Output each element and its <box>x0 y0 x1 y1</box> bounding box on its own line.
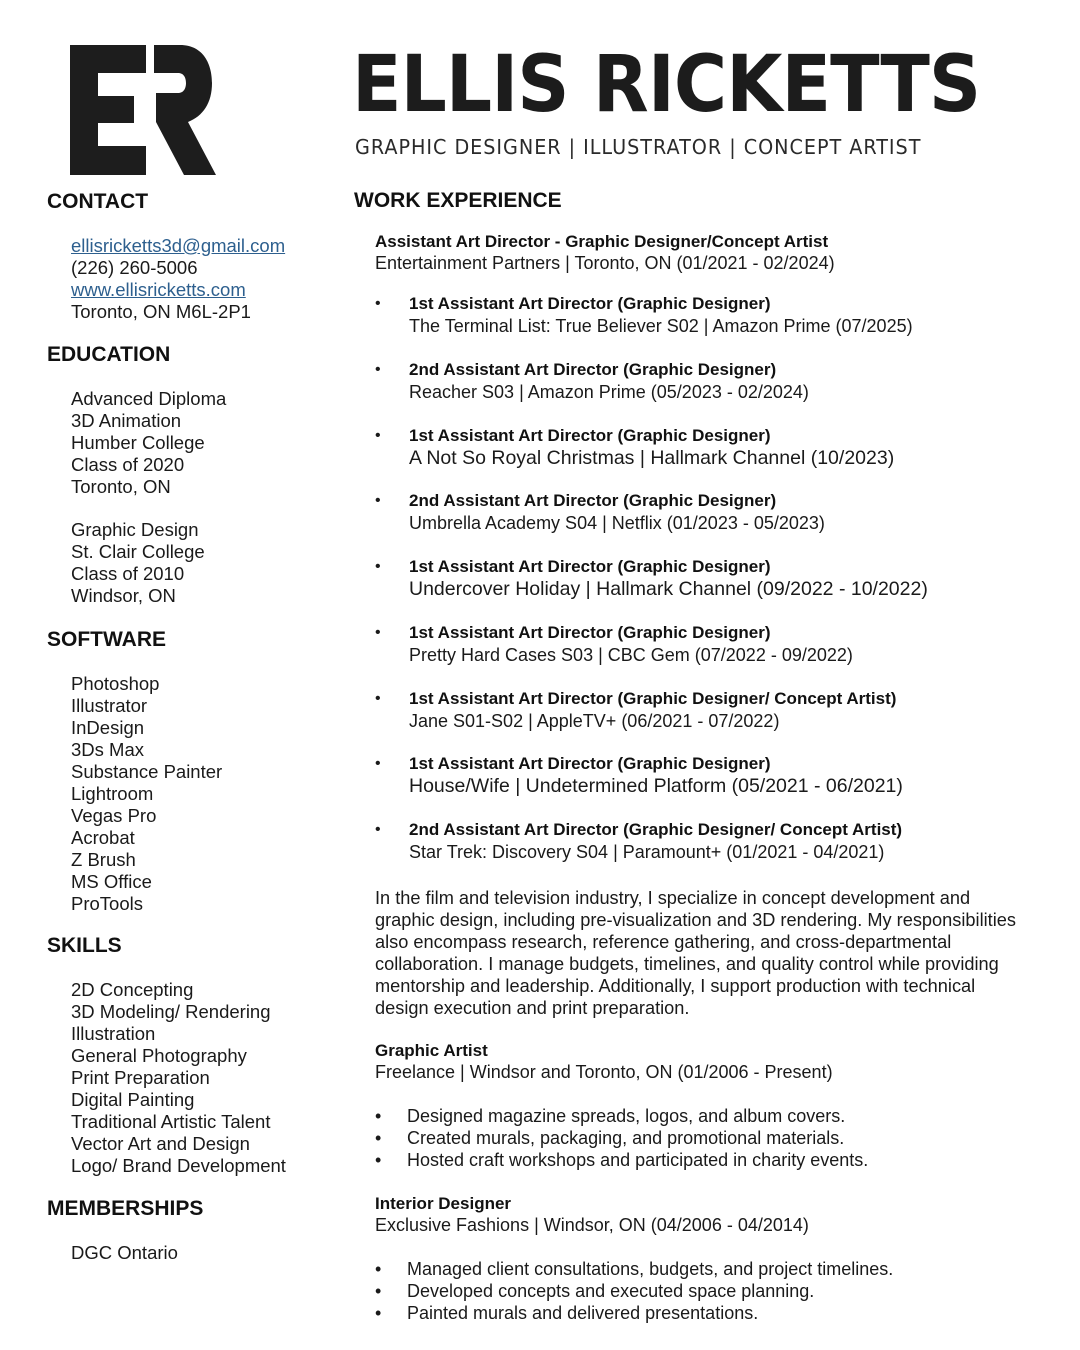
bullet-icon: • <box>375 624 381 641</box>
candidate-name: ELLIS RICKETTS <box>352 40 981 130</box>
credit-show: A Not So Royal Christmas | Hallmark Channel (10/2023) <box>409 447 895 469</box>
credit-show: Pretty Hard Cases S03 | CBC Gem (07/2022 - 09/2022) <box>409 645 853 665</box>
credit-role: 1st Assistant Art Director (Graphic Designer) <box>409 557 771 576</box>
job-meta: Freelance | Windsor and Toronto, ON (01/2006 - Present) <box>375 1062 833 1082</box>
credit-show: Undercover Holiday | Hallmark Channel (09/2022 - 10/2022) <box>409 578 928 600</box>
job-title: Assistant Art Director - Graphic Designer/Concept Artist <box>375 232 829 251</box>
bullet-icon: • <box>375 427 381 444</box>
education-line: Windsor, ON <box>71 585 176 606</box>
bullet-icon: • <box>375 755 381 772</box>
bullet-icon: • <box>375 690 381 707</box>
list-item <box>375 1127 868 1149</box>
list-item-text: Designed magazine spreads, logos, and album covers. <box>407 1106 846 1126</box>
software-item: Vegas Pro <box>71 805 157 826</box>
skill-item: Logo/ Brand Development <box>71 1155 286 1176</box>
bullet-icon: • <box>375 558 381 575</box>
list-item-text: Painted murals and delivered presentations. <box>407 1303 759 1323</box>
skill-item: Digital Painting <box>71 1089 195 1110</box>
bullet-icon: • <box>375 361 381 378</box>
education-line: Humber College <box>71 432 205 453</box>
skills-list <box>71 979 286 1177</box>
memberships-list <box>71 1242 178 1264</box>
credit-show: The Terminal List: True Believer S02 | Amazon Prime (07/2025) <box>409 316 913 336</box>
software-item: Z Brush <box>71 849 136 870</box>
bullet-icon: • <box>375 1281 382 1301</box>
credit-role: 1st Assistant Art Director (Graphic Designer) <box>409 294 771 313</box>
credit-role: 1st Assistant Art Director (Graphic Designer/ Concept Artist) <box>409 689 897 708</box>
list-item <box>375 1149 868 1171</box>
software-item: ProTools <box>71 893 143 914</box>
logo-e-shape <box>70 45 146 175</box>
work-experience-heading: WORK EXPERIENCE <box>354 189 562 212</box>
education-line: Class of 2020 <box>71 454 185 475</box>
bullet-icon: • <box>375 1259 382 1279</box>
list-item <box>375 1280 893 1302</box>
software-item: Photoshop <box>71 673 160 694</box>
credit-show: Star Trek: Discovery S04 | Paramount+ (01/2021 - 04/2021) <box>409 842 885 862</box>
contact-block <box>71 235 285 323</box>
skill-item: General Photography <box>71 1045 247 1066</box>
software-list <box>71 673 222 915</box>
credit-show: Jane S01-S02 | AppleTV+ (06/2021 - 07/2022) <box>409 711 780 731</box>
candidate-tagline: GRAPHIC DESIGNER | ILLUSTRATOR | CONCEPT ARTIST <box>355 135 922 159</box>
software-item: MS Office <box>71 871 152 892</box>
credit-role: 2nd Assistant Art Director (Graphic Designer) <box>409 360 777 379</box>
credit-role: 2nd Assistant Art Director (Graphic Designer) <box>409 491 777 510</box>
address: Toronto, ON M6L-2P1 <box>71 301 251 322</box>
software-item: 3Ds Max <box>71 739 144 760</box>
contact-heading: CONTACT <box>47 190 149 213</box>
credit-show: House/Wife | Undetermined Platform (05/2021 - 06/2021) <box>409 775 903 797</box>
phone-number: (226) 260-5006 <box>71 257 198 278</box>
list-item <box>375 1302 893 1324</box>
credit-role: 1st Assistant Art Director (Graphic Designer) <box>409 426 771 445</box>
skill-item: Print Preparation <box>71 1067 210 1088</box>
job-title: Graphic Artist <box>375 1041 488 1060</box>
credit-show: Umbrella Academy S04 | Netflix (01/2023 - 05/2023) <box>409 513 825 533</box>
skill-item: 2D Concepting <box>71 979 194 1000</box>
skills-heading: SKILLS <box>47 934 122 957</box>
bullet-icon: • <box>375 821 381 838</box>
list-item-text: Hosted craft workshops and participated in charity events. <box>407 1150 869 1170</box>
skill-item: Illustration <box>71 1023 156 1044</box>
skill-item: Vector Art and Design <box>71 1133 250 1154</box>
list-item-text: Created murals, packaging, and promotional materials. <box>407 1128 845 1148</box>
software-item: InDesign <box>71 717 145 738</box>
job-bullets <box>375 1258 893 1324</box>
membership-item: DGC Ontario <box>71 1242 178 1263</box>
bullet-icon: • <box>375 1150 382 1170</box>
list-item-text: Managed client consultations, budgets, and project timelines. <box>407 1259 894 1279</box>
software-item: Substance Painter <box>71 761 223 782</box>
job-title: Interior Designer <box>375 1194 512 1213</box>
skill-item: Traditional Artistic Talent <box>71 1111 271 1132</box>
education-line: Class of 2010 <box>71 563 185 584</box>
credit-show: Reacher S03 | Amazon Prime (05/2023 - 02/2024) <box>409 382 809 402</box>
experience-summary: In the film and television industry, I specialize in concept development and graphic design, including pre-visualization and 3D rendering. My responsibilities also encompass research, reference gathering, and cross-departmental collaboration. I manage budgets, timelines, and quality control while providing mentorship and leadership. Additionally, I support production with technical design execution and print preparation. <box>375 888 1016 1018</box>
education-line: St. Clair College <box>71 541 205 562</box>
education-block <box>71 388 226 607</box>
bullet-icon: • <box>375 1128 382 1148</box>
email-link[interactable]: ellisricketts3d@gmail.com <box>71 235 286 256</box>
er-monogram-logo <box>70 45 218 175</box>
list-item <box>375 1105 868 1127</box>
bullet-icon: • <box>375 1106 382 1126</box>
job-meta: Exclusive Fashions | Windsor, ON (04/2006 - 04/2014) <box>375 1215 809 1235</box>
software-item: Illustrator <box>71 695 148 716</box>
software-item: Lightroom <box>71 783 154 804</box>
bullet-icon: • <box>375 1303 382 1323</box>
list-item-text: Developed concepts and executed space planning. <box>407 1281 815 1301</box>
website-link[interactable]: www.ellisricketts.com <box>71 279 246 300</box>
skill-item: 3D Modeling/ Rendering <box>71 1001 271 1022</box>
list-item <box>375 1258 893 1280</box>
credit-role: 2nd Assistant Art Director (Graphic Designer/ Concept Artist) <box>409 820 903 839</box>
job-meta: Entertainment Partners | Toronto, ON (01/2021 - 02/2024) <box>375 253 835 273</box>
bullet-icon: • <box>375 492 381 509</box>
education-line: Toronto, ON <box>71 476 171 497</box>
credit-role: 1st Assistant Art Director (Graphic Designer) <box>409 623 771 642</box>
education-line: Graphic Design <box>71 519 199 540</box>
bullet-icon: • <box>375 295 381 312</box>
education-line: Advanced Diploma <box>71 388 227 409</box>
software-heading: SOFTWARE <box>47 628 166 651</box>
job-bullets <box>375 1105 868 1171</box>
credit-role: 1st Assistant Art Director (Graphic Designer) <box>409 754 771 773</box>
logo-r-shape <box>154 45 216 175</box>
education-heading: EDUCATION <box>47 343 171 366</box>
memberships-heading: MEMBERSHIPS <box>47 1197 204 1220</box>
spacer <box>71 498 226 519</box>
education-line: 3D Animation <box>71 410 182 431</box>
software-item: Acrobat <box>71 827 135 848</box>
